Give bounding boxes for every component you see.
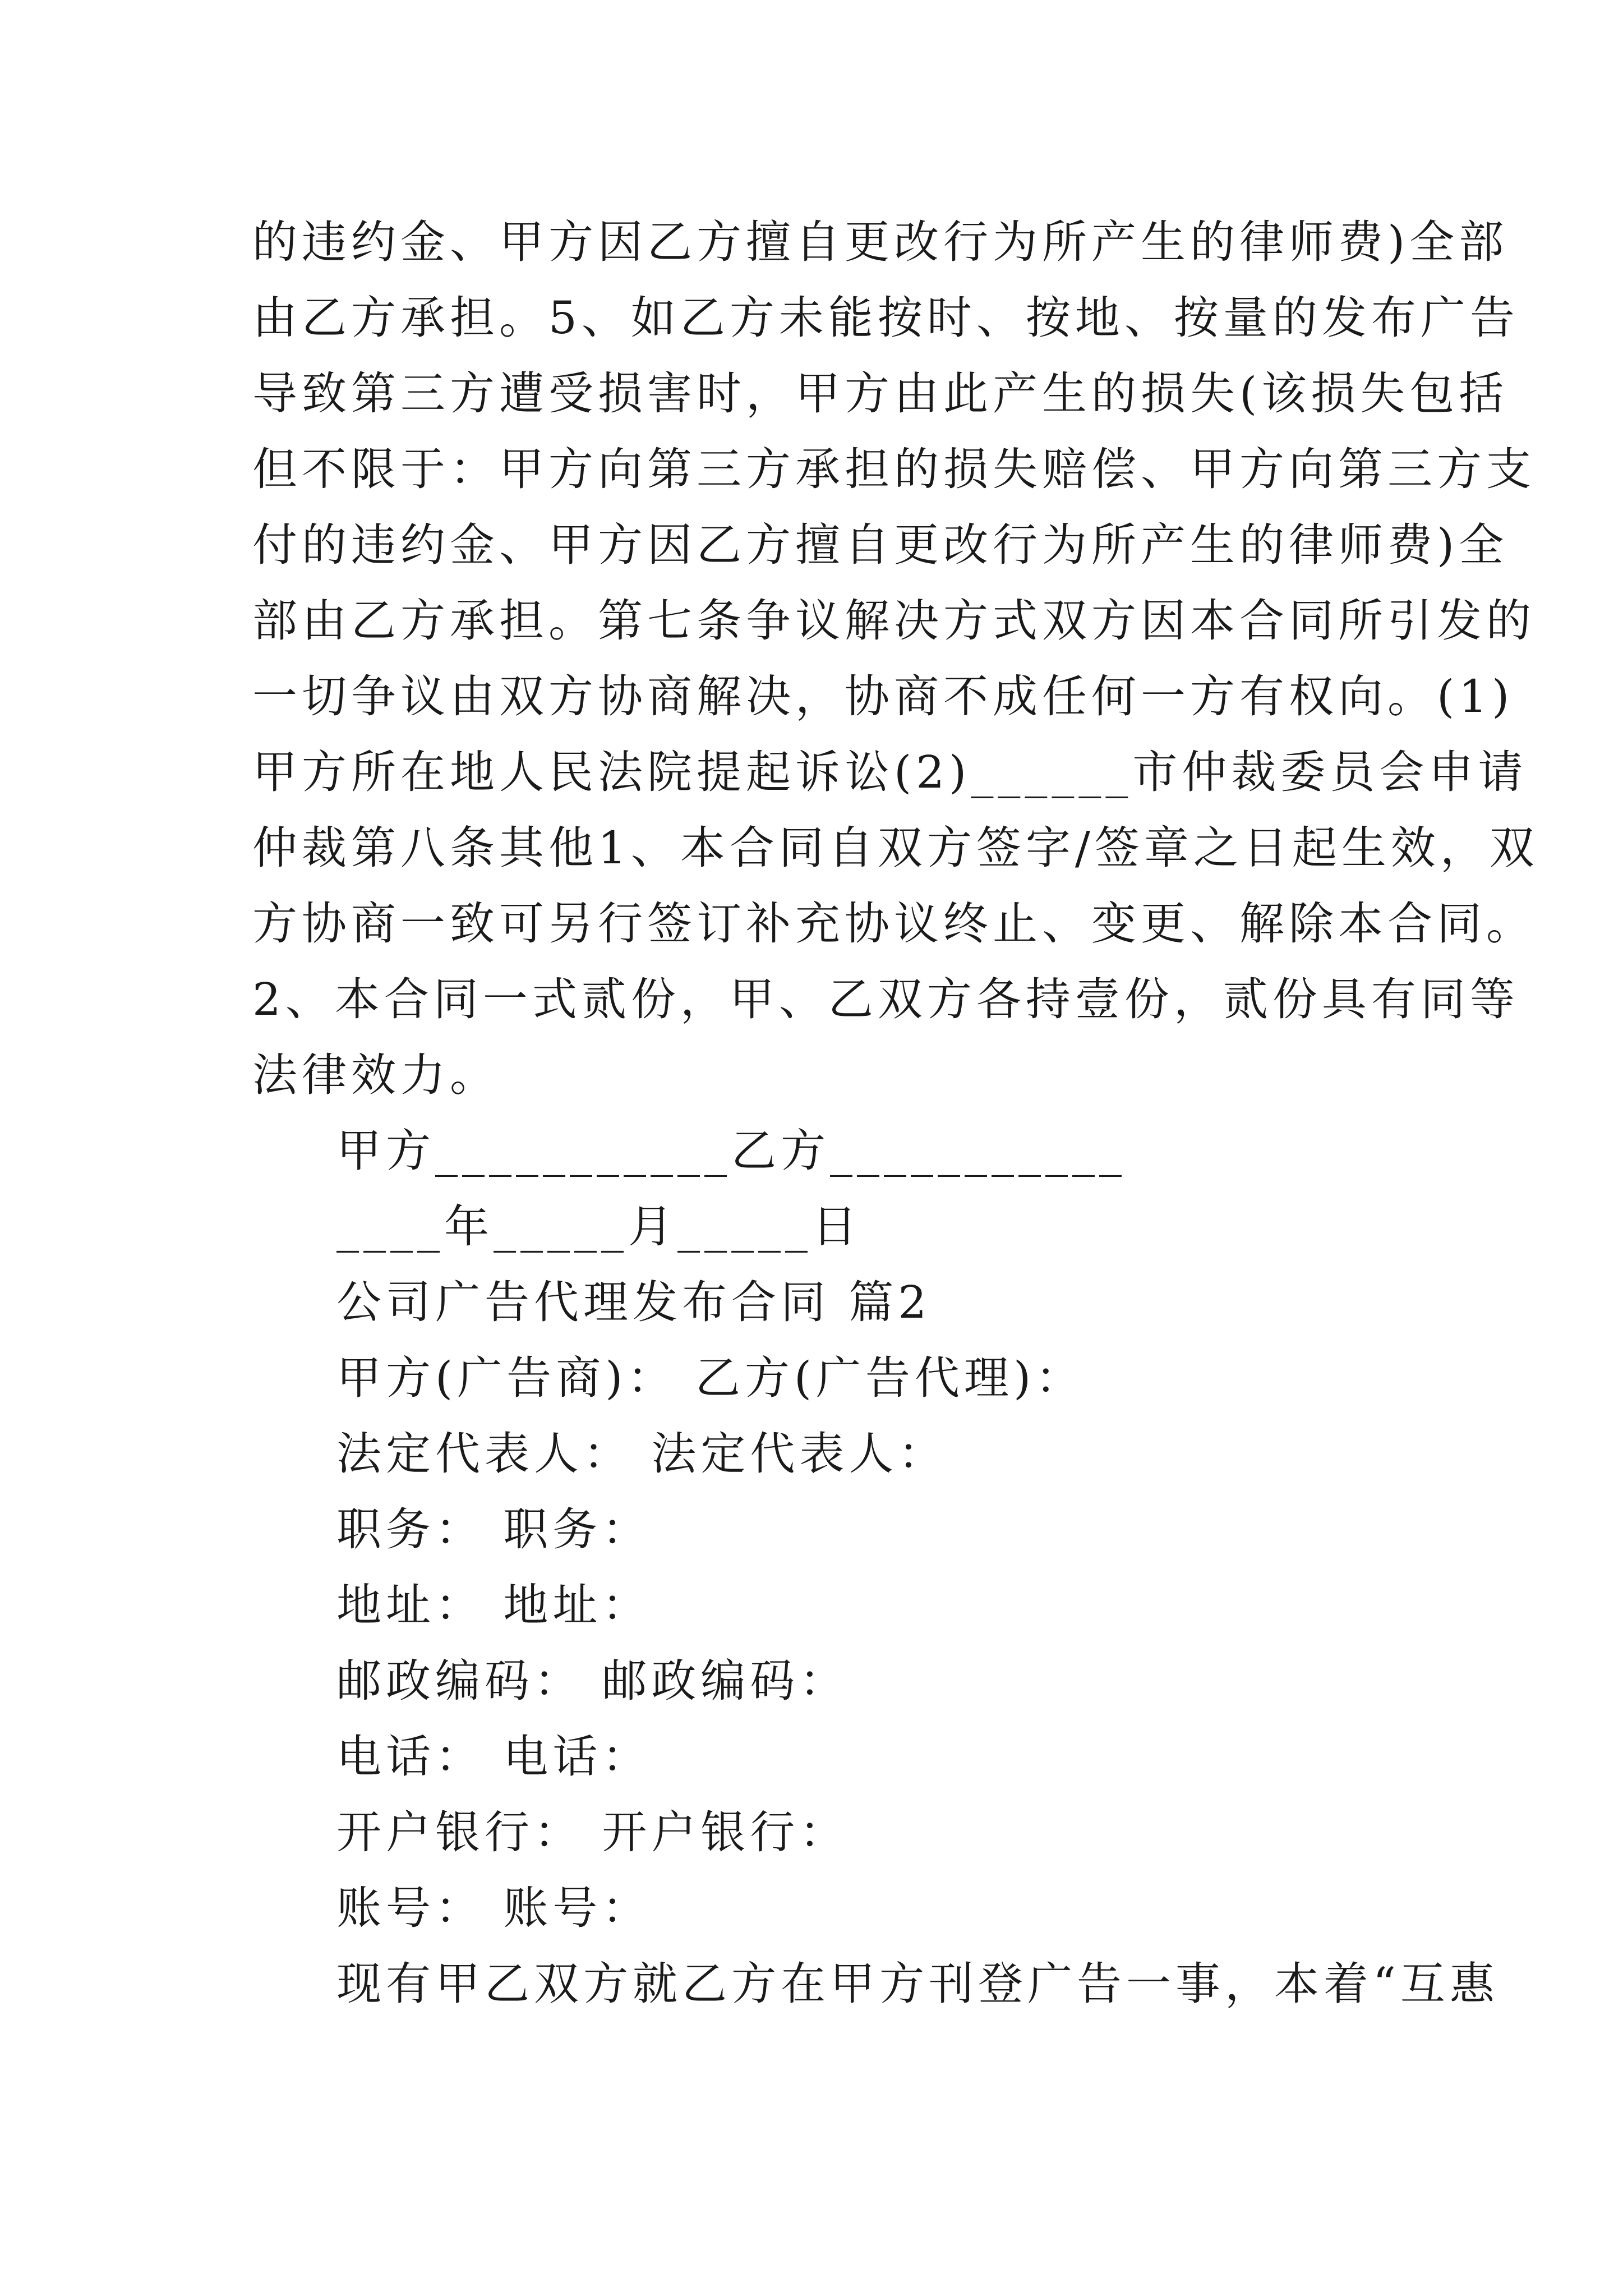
party-field-line: 法定代表人： 法定代表人： [336, 1428, 948, 1480]
signature-line: 甲方___________乙方___________ [336, 1125, 1126, 1177]
body-text-line: 的违约金、甲方因乙方擅自更改行为所产生的律师费)全部 [252, 216, 1509, 268]
body-text-line: 法律效力。 [252, 1049, 499, 1101]
body-text-line: 一切争议由双方协商解决，协商不成任何一方有权向。(1) [252, 670, 1514, 723]
body-text-line: 甲方所在地人民法院提起诉讼(2)______市仲裁委员会申请 [252, 746, 1528, 798]
body-text-line: 部由乙方承担。第七条争议解决方式双方因本合同所引发的 [252, 595, 1536, 647]
date-line: ____年_____月_____日 [336, 1200, 861, 1253]
body-text-line: 方协商一致可另行签订补充协议终止、变更、解除本合同。 [252, 898, 1536, 950]
party-field-line: 甲方(广告商)： 乙方(广告代理)： [336, 1352, 1085, 1404]
body-text-line: 由乙方承担。5、如乙方未能按时、按地、按量的发布广告 [252, 292, 1519, 344]
party-field-line: 职务： 职务： [336, 1503, 652, 1556]
party-field-line: 邮政编码： 邮政编码： [336, 1655, 849, 1707]
section-title: 公司广告代理发布合同 篇2 [336, 1276, 932, 1328]
body-text-line: 导致第三方遭受损害时，甲方由此产生的损失(该损失包括 [252, 367, 1509, 420]
body-text-line: 仲裁第八条其他1、本合同自双方签字/签章之日起生效，双 [252, 822, 1539, 874]
party-field-line: 账号： 账号： [336, 1882, 652, 1934]
body-text-line: 2、本合同一式贰份，甲、乙双方各持壹份，贰份具有同等 [252, 973, 1519, 1025]
party-field-line: 电话： 电话： [336, 1731, 652, 1783]
party-field-line: 开户银行： 开户银行： [336, 1806, 849, 1858]
closing-text-line: 现有甲乙双方就乙方在甲方刊登广告一事，本着“互惠 [336, 1958, 1499, 2010]
body-text-line: 付的违约金、甲方因乙方擅自更改行为所产生的律师费)全 [252, 519, 1509, 571]
body-text-line: 但不限于：甲方向第三方承担的损失赔偿、甲方向第三方支 [252, 443, 1536, 495]
party-field-line: 地址： 地址： [336, 1579, 652, 1631]
